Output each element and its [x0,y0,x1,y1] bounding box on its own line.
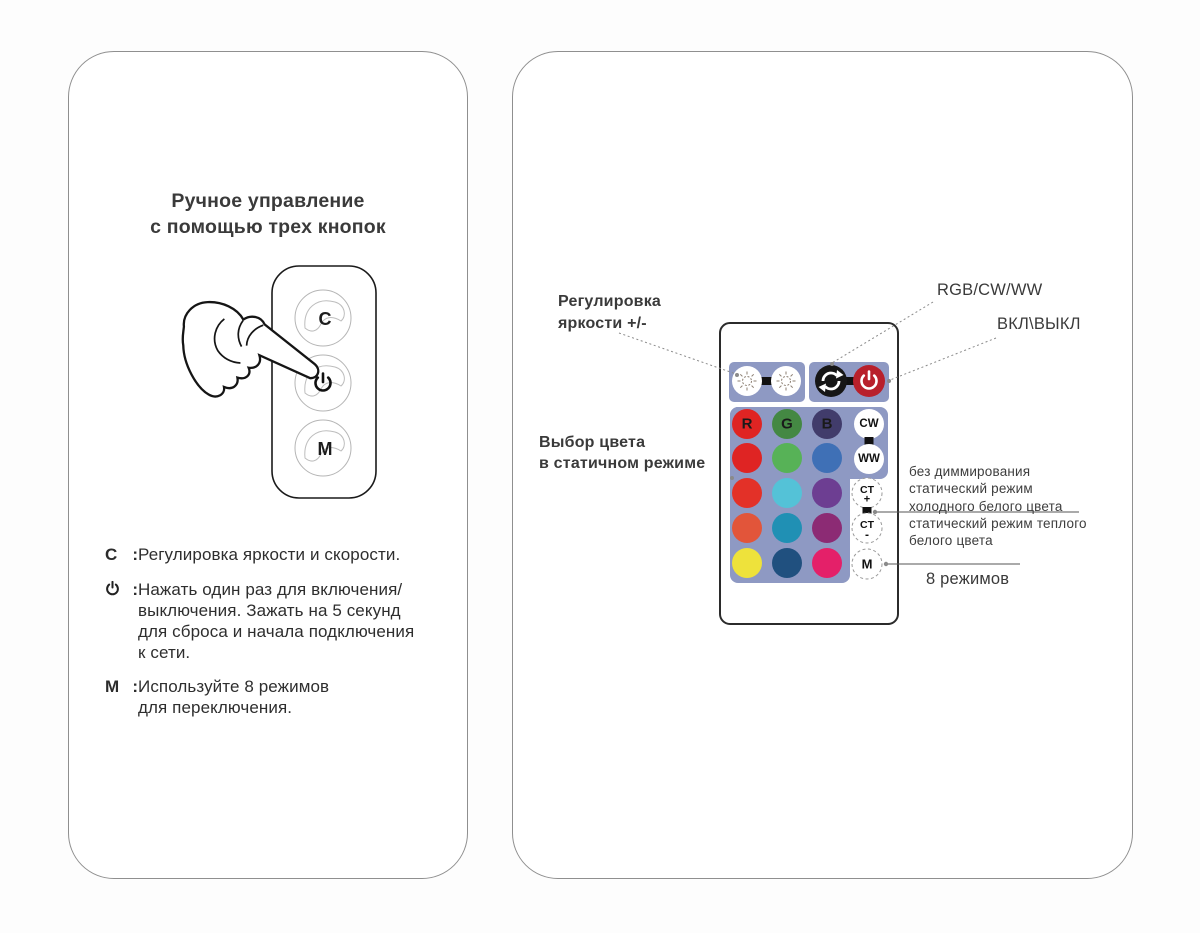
key-colon: : [132,677,138,696]
color-button [732,548,762,578]
label-line: Выбор цвета [539,434,646,451]
label-line: холодного белого цвета [909,498,1063,514]
color-button [732,443,762,473]
instruction-item-c [105,544,450,566]
color-button [812,443,842,473]
letter-b: B [821,415,833,433]
label-rgb-cw-ww: RGB/CW/WW [937,281,1043,299]
instruction-item-m [105,676,450,718]
page-title [69,188,467,240]
remote-power-button [853,365,885,397]
color-button [812,548,842,578]
label-line: Регулировка [558,293,662,310]
instruction-line: выключения. Зажать на 5 секунд [138,601,401,620]
instruction-line: для переключения. [138,698,293,717]
cw-label: CW [859,418,879,430]
button-label-c: C [318,309,332,329]
color-button [812,513,842,543]
instruction-line: Регулировка яркости и скорости. [138,545,401,564]
instruction-line: Используйте 8 режимов [138,677,330,696]
brightness-minus-button [732,366,762,396]
instruction-key [105,544,138,566]
rgb-cw-ww-cycle-button [815,365,847,397]
m-label: M [861,556,873,572]
color-button [772,513,802,543]
label-8-modes: 8 режимов [926,570,1010,588]
color-button [772,478,802,508]
ct-minus-label: CT [860,519,874,531]
instruction-text [138,676,329,718]
color-button [732,513,762,543]
title-line-2: с помощью трех кнопок [150,216,386,238]
label-line: яркости +/- [558,315,647,332]
brightness-plus-button [771,366,801,396]
instruction-line: к сети. [138,643,191,662]
color-button [772,548,802,578]
instruction-key [105,676,138,718]
label-ct-modes [909,463,1087,549]
letter-r: R [741,415,753,433]
color-button [812,478,842,508]
manual-page-right [512,51,1133,879]
label-line: статический режим теплого [909,515,1087,531]
instruction-line: для сброса и начала подключения [138,622,415,641]
instruction-item-power [105,579,450,663]
color-button [732,478,762,508]
key-colon: : [132,545,138,564]
label-on-off: ВКЛ\ВЫКЛ [997,315,1081,333]
power-icon [105,581,120,596]
button-instructions [105,544,450,731]
label-line: в статичном режиме [539,455,706,472]
color-button [772,443,802,473]
minus-sign: - [865,527,869,542]
plus-sign: + [863,493,871,506]
instruction-text [138,544,400,566]
label-color-select [539,432,705,474]
key-colon: : [132,580,138,599]
title-line-1: Ручное управление [171,190,365,212]
key-letter: M [105,677,120,696]
label-line: статический режим [909,481,1033,497]
ww-label: WW [858,453,880,465]
key-letter: C [105,545,118,564]
label-line: без диммирования [909,464,1031,479]
button-label-m: M [317,439,333,459]
letter-g: G [781,415,793,433]
three-button-controller-illustration [69,252,469,512]
label-brightness [558,291,661,335]
manual-page-left [68,51,468,879]
instruction-key [105,579,138,663]
ct-plus-label: CT [860,484,874,496]
label-line: белого цвета [909,533,993,549]
instruction-text [138,579,414,663]
instruction-line: Нажать один раз для включения/ [138,580,403,599]
